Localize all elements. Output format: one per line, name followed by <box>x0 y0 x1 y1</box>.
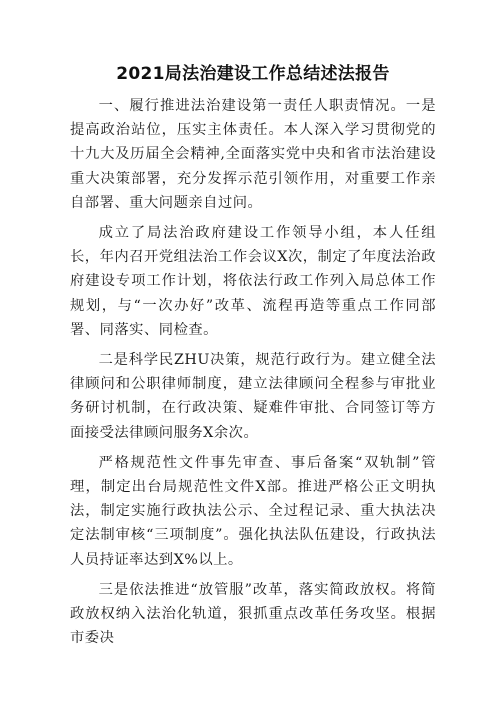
paragraph-democratic-decision: 二是科学民ZHU决策，规范行政行为。建立健全法律顾问和公职律师制度，建立法律顾问全程参与审批业务研讨机制，在行政决策、疑难件审批、合同签订等方面接受法律顾问服务X余次。 <box>70 352 436 441</box>
paragraph-reform: 三是依法推进“放管服”改革，落实简政放权。将简政放权纳入法治化轨道，狠抓重点改革任务攻坚。根据市委决 <box>70 581 436 647</box>
paragraph-normative-documents: 严格规范性文件事先审查、事后备案“双轨制”管理，制定出台局规范性文件X部。推进严格公正文明执法，制定实施行政执法公示、全过程记录、重大执法决定法制审核“三项制度”。强化执法队伍建设，行政执法人员持证率达到X%以上。 <box>70 454 436 568</box>
paragraph-duty-fulfillment: 一、履行推进法治建设第一责任人职责情况。一是提高政治站位，压实主体责任。本人深入学习贯彻党的十九大及历届全会精神,全面落实党中央和省市法治建设重大决策部署，充分发挥示范引领作用，对重要工作亲自部署、重大问题亲自过问。 <box>70 98 436 211</box>
document-title: 2021局法治建设工作总结述法报告 <box>116 64 390 84</box>
paragraph-leading-group: 成立了局法治政府建设工作领导小组，本人任组长，年内召开党组法治工作会议X次，制定了年度法治政府建设专项工作计划，将依法行政工作列入局总体工作规划，与“一次办好”改革、流程再造等重点工作同部署、同落实、同检查。 <box>70 225 436 338</box>
